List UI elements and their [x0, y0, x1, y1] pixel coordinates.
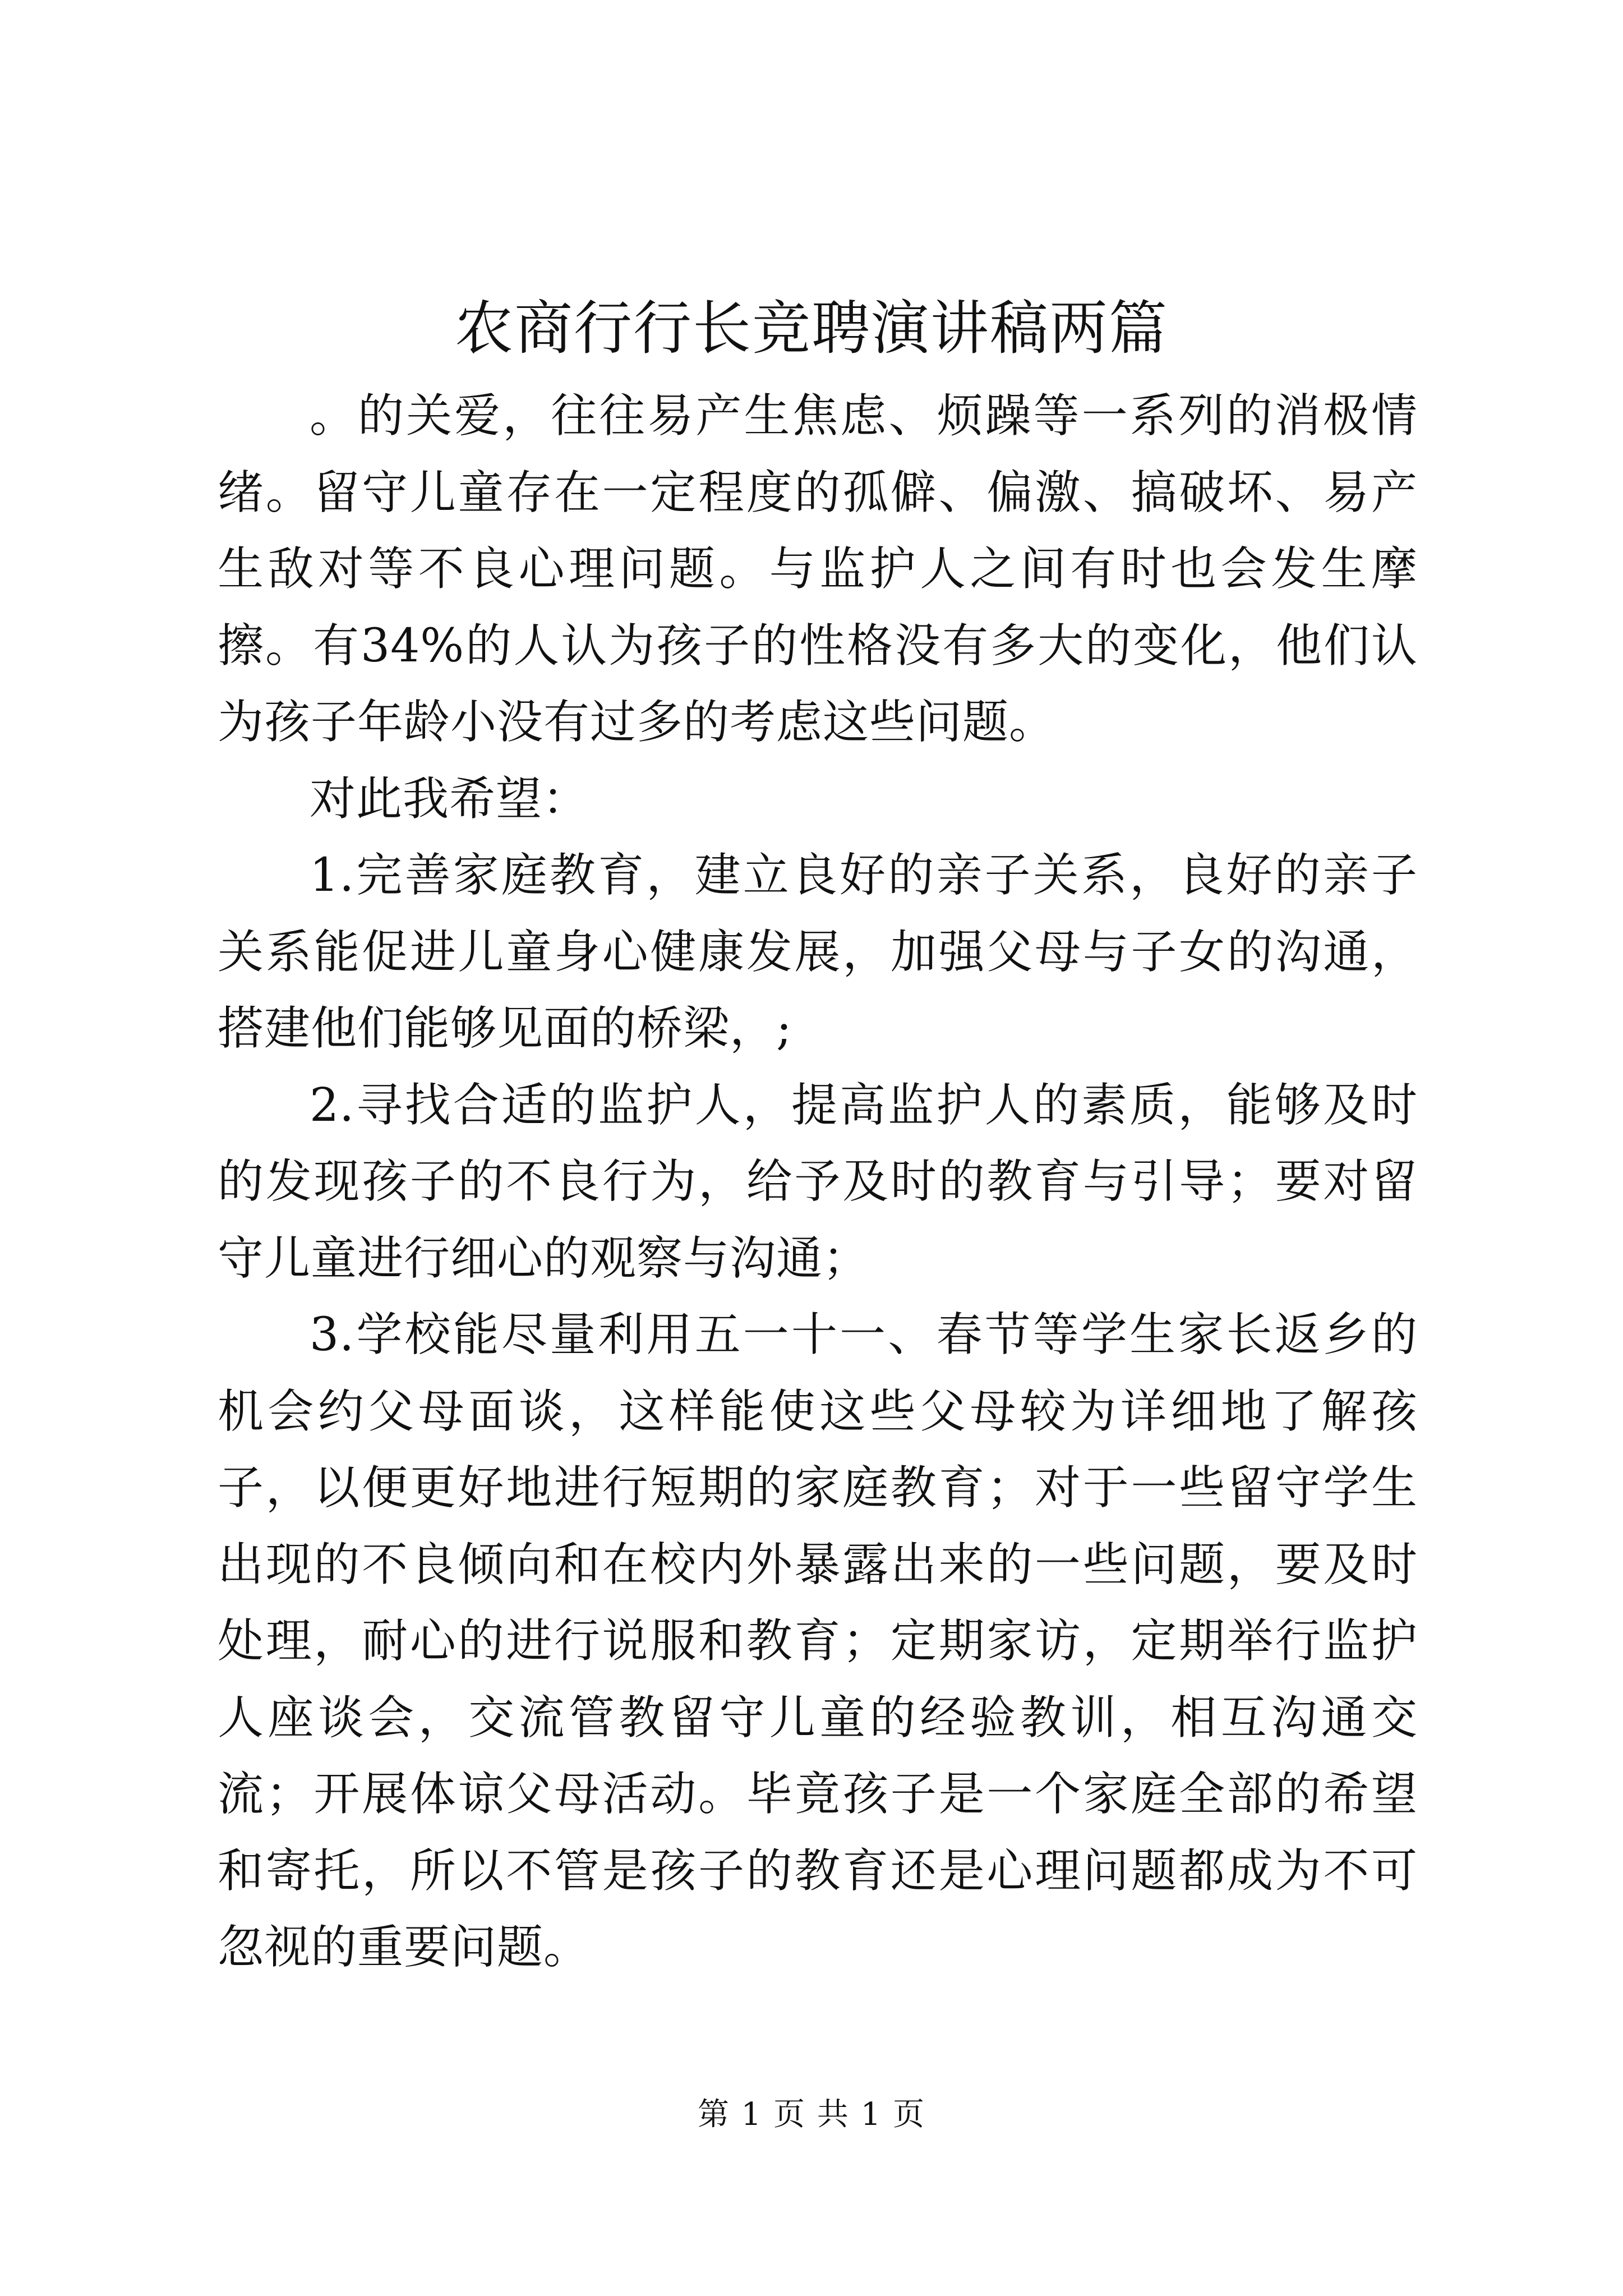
document-body: [218, 378, 1418, 1986]
page-footer: 第 1 页 共 1 页: [697, 2096, 926, 2133]
document-title: 农商行行长竞聘演讲稿两篇: [454, 294, 1168, 362]
paragraph-point-1: 1.完善家庭教育，建立良好的亲子关系，良好的亲子关系能促进儿童身心健康发展，加强父母与子女的沟通，搭建他们能够见面的桥梁，;: [218, 849, 1418, 1055]
paragraph-point-2: 2.寻找合适的监护人，提高监护人的素质，能够及时的发现孩子的不良行为，给予及时的教育与引导；要对留守儿童进行细心的观察与沟通；: [218, 1078, 1418, 1285]
paragraph-hope: 对此我希望：: [310, 772, 589, 826]
paragraph-intro: 。的关爱，往往易产生焦虑、烦躁等一系列的消极情绪。留守儿童存在一定程度的孤僻、偏激、搞破坏、易产生敌对等不良心理问题。与监护人之间有时也会发生摩擦。有34%的人认为孩子的性格没有多大的变化，他们认为孩子年龄小没有过多的考虑这些问题。: [218, 389, 1418, 749]
paragraph-point-3: 3.学校能尽量利用五一十一、春节等学生家长返乡的机会约父母面谈，这样能使这些父母较为详细地了解孩子，以便更好地进行短期的家庭教育；对于一些留守学生出现的不良倾向和在校内外暴露出来的一些问题，要及时处理，耐心的进行说服和教育；定期家访，定期举行监护人座谈会，交流管教留守儿童的经验教训，相互沟通交流；开展体谅父母活动。毕竟孩子是一个家庭全部的希望和寄托，所以不管是孩子的教育还是心理问题都成为不可忽视的重要问题。: [218, 1308, 1418, 1974]
